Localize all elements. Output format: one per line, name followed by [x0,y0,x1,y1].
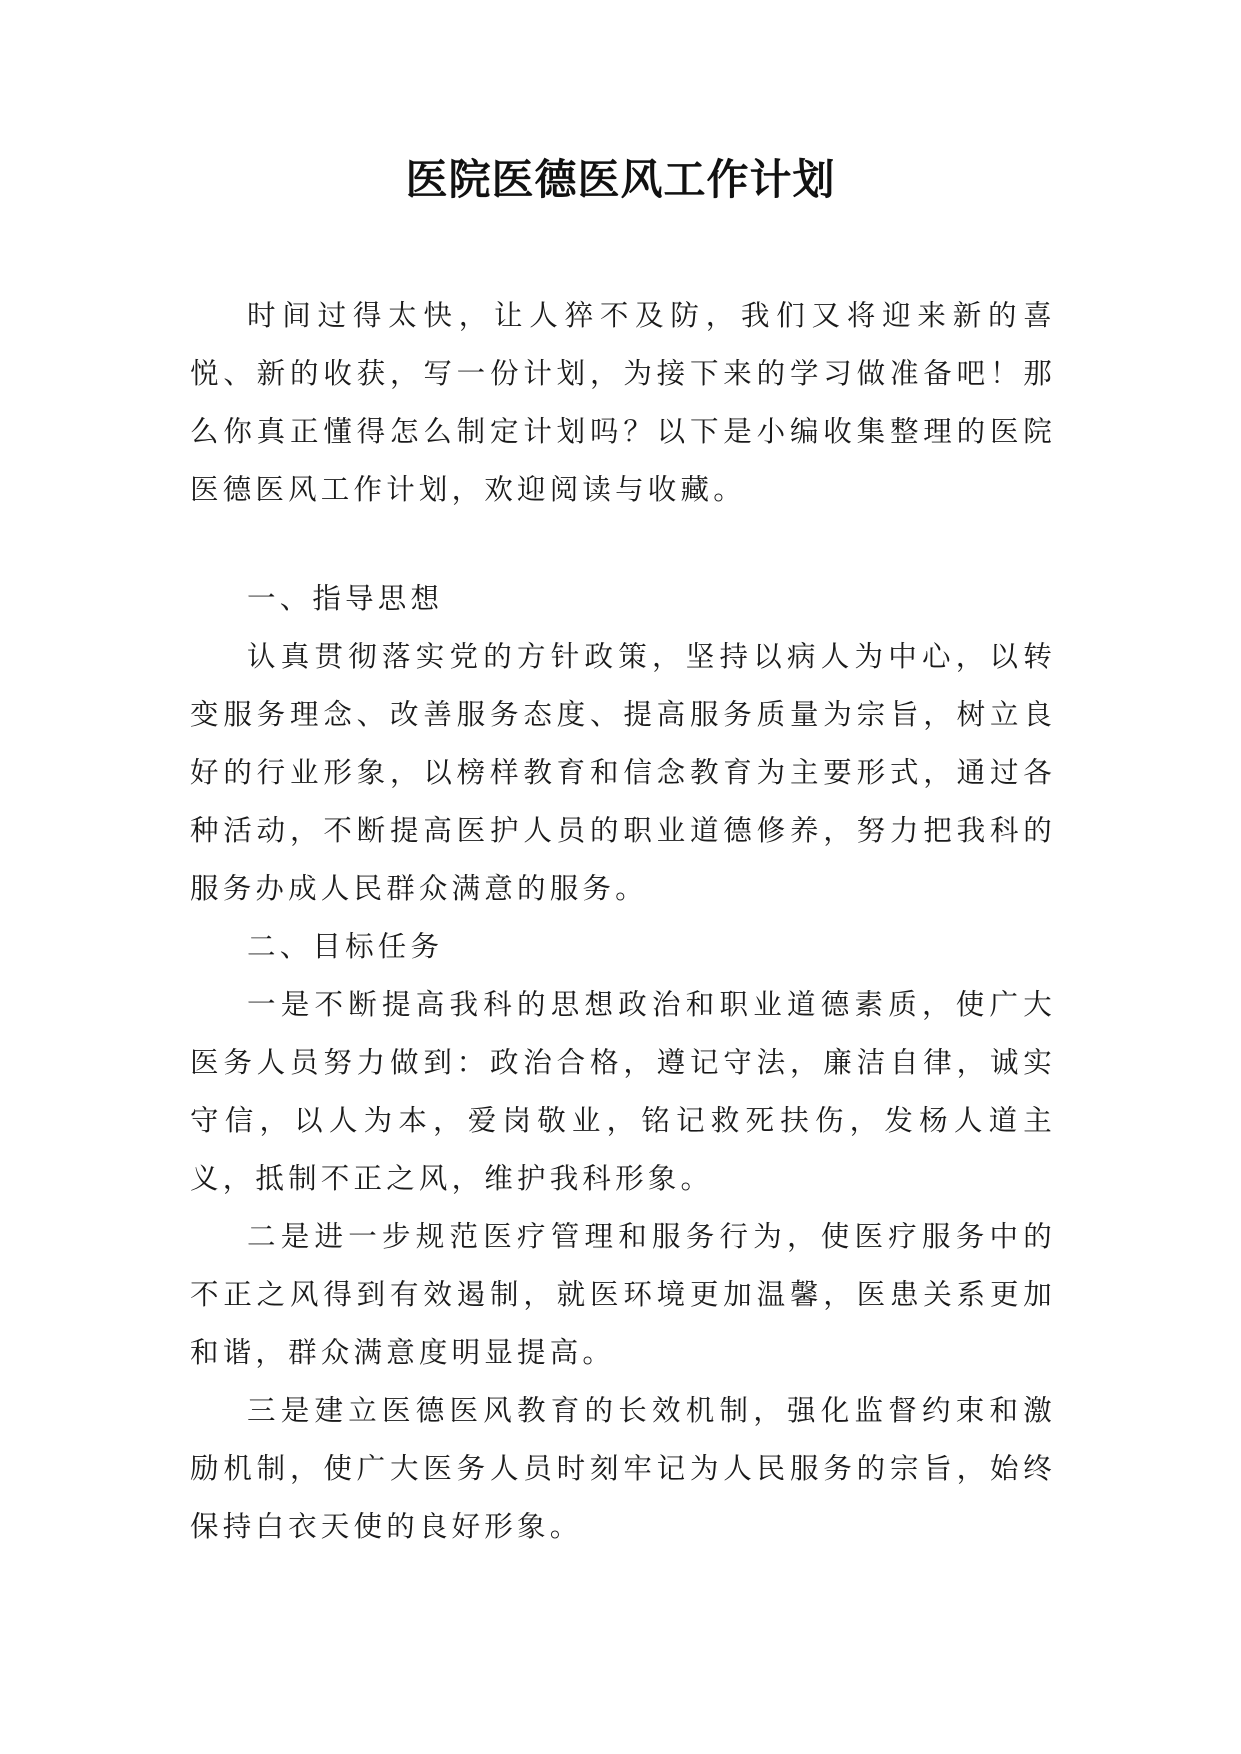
section-paragraph: 三是建立医德医风教育的长效机制，强化监督约束和激励机制，使广大医务人员时刻牢记为人民服务的宗旨，始终保持白衣天使的良好形象。 [190,1394,1056,1543]
section-paragraph: 认真贯彻落实党的方针政策，坚持以病人为中心，以转变服务理念、改善服务态度、提高服务质量为宗旨，树立良好的行业形象，以榜样教育和信念教育为主要形式，通过各种活动，不断提高医护人员的职业道德修养，努力把我科的服务办成人民群众满意的服务。 [190,640,1056,905]
section-paragraph: 一是不断提高我科的思想政治和职业道德素质，使广大医务人员努力做到：政治合格，遵记守法，廉洁自律，诚实守信，以人为本，爱岗敬业，铭记救死扶伤，发杨人道主义，抵制不正之风，维护我科形象。 [190,988,1056,1195]
section-paragraph: 二是进一步规范医疗管理和服务行为，使医疗服务中的不正之风得到有效遏制，就医环境更加温馨，医患关系更加和谐，群众满意度明显提高。 [190,1220,1056,1369]
sections-block [190,570,1056,1556]
intro-paragraph: 时间过得太快，让人猝不及防，我们又将迎来新的喜悦、新的收获，写一份计划，为接下来的学习做准备吧！那么你真正懂得怎么制定计划吗？以下是小编收集整理的医院医德医风工作计划，欢迎阅读与收藏。 [190,299,1056,506]
document-title: 医院医德医风工作计划 [405,155,836,204]
section-heading-objectives: 二、目标任务 [247,930,444,963]
section-heading-guiding-ideology: 一、指导思想 [247,582,444,615]
intro-block [190,287,1056,519]
